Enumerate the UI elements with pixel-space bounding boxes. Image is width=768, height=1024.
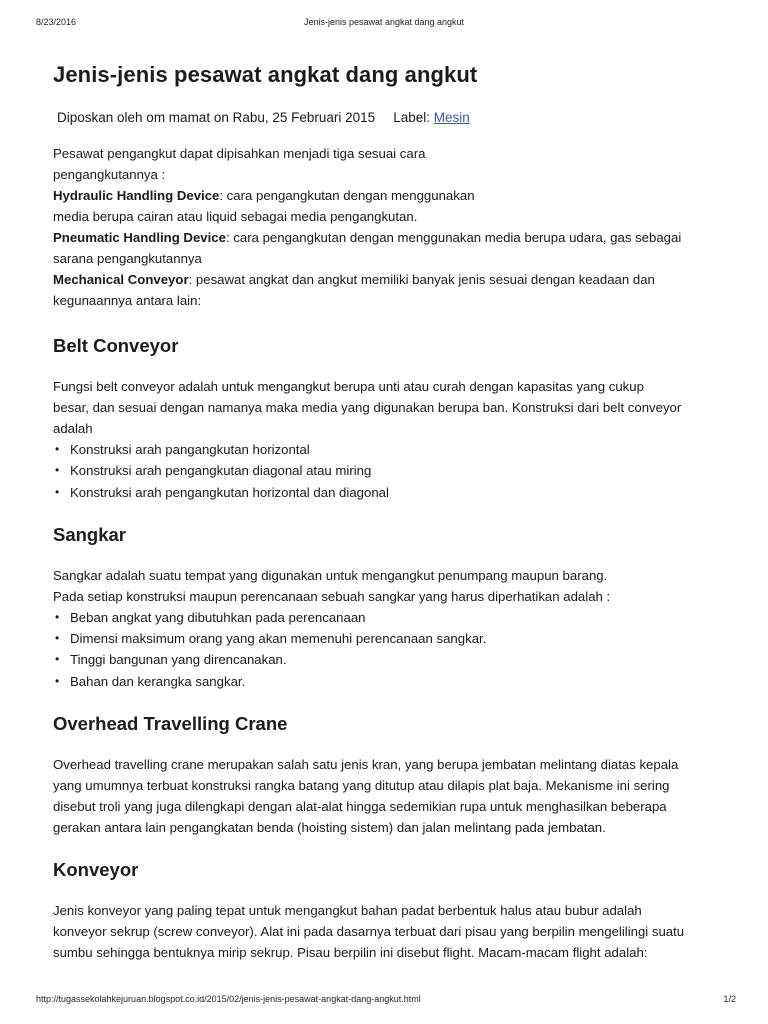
- bullet-icon: •: [55, 631, 60, 646]
- crane-paragraph: [53, 754, 730, 838]
- paragraph-line: Pada setiap konstruksi maupun perencanaan sebuah sangkar yang harus diperhatikan adalah :: [53, 588, 611, 604]
- post-content: [53, 58, 730, 963]
- list-item-text: Bahan dan kerangka sangkar.: [70, 673, 246, 689]
- bullet-icon: •: [55, 484, 60, 499]
- intro-paragraph: [53, 143, 730, 311]
- page-number: 1/2: [723, 994, 736, 1004]
- term-description: kegunaannya antara lain:: [53, 293, 202, 308]
- list-item: [53, 482, 730, 503]
- paragraph-line: Sangkar adalah suatu tempat yang digunakan untuk mengangkut penumpang maupun barang.: [53, 567, 608, 583]
- paragraph-line: adalah: [53, 421, 93, 436]
- post-byline: Diposkan oleh om mamat on Rabu, 25 Februari 2015: [57, 110, 376, 125]
- paragraph-line: sumbu sehingga bentuknya mirip sekrup. Pisau berpilin ini disebut flight. Macam-macam flight adalah:: [53, 945, 648, 961]
- heading-sangkar: Sangkar: [53, 523, 127, 545]
- intro-line: pengangkutannya :: [53, 167, 166, 182]
- paragraph-line: konveyor sekrup (screw conveyor). Alat ini pada dasarnya terbuat dari pisau yang berpilin mengelilingi suatu: [53, 924, 685, 940]
- post-meta: [57, 107, 730, 129]
- list-item-text: Beban angkat yang dibutuhkan pada perencanaan: [70, 609, 366, 625]
- print-header: [0, 17, 768, 29]
- term-description: media berupa cairan atau liquid sebagai media pengangkutan.: [53, 209, 418, 224]
- list-item: [53, 628, 730, 649]
- bullet-icon: •: [55, 673, 60, 688]
- paragraph-line: gerakan antara lain pengangkatan benda (hoisting sistem) dan jalan melintang pada jembatan.: [53, 820, 606, 836]
- list-item-text: Konstruksi arah pangangkutan horizontal: [70, 442, 310, 457]
- term-hydraulic: Hydraulic Handling Device: [53, 188, 220, 203]
- term-description: : cara pengangkutan dengan menggunakan: [219, 188, 475, 203]
- label-link-mesin[interactable]: Mesin: [433, 110, 470, 125]
- heading-konveyor: Konveyor: [53, 859, 139, 881]
- print-url: http://tugassekolahkejuruan.blogspot.co.id/2015/02/jenis-jenis-pesawat-angkat-dang-angkut.html: [36, 994, 421, 1004]
- post-title: Jenis-jenis pesawat angkat dang angkut: [53, 62, 478, 87]
- belt-conveyor-paragraph: [53, 376, 730, 439]
- term-mechanical: Mechanical Conveyor: [53, 272, 189, 287]
- heading-overhead-travelling-crane: Overhead Travelling Crane: [53, 713, 288, 735]
- term-description: sarana pengangkutannya: [53, 251, 202, 266]
- bullet-icon: •: [55, 609, 60, 624]
- term-pneumatic: Pneumatic Handling Device: [53, 230, 226, 245]
- list-item: [53, 460, 730, 481]
- print-date: 8/23/2016: [36, 17, 77, 27]
- list-item-text: Konstruksi arah pengangkutan horizontal dan diagonal: [70, 484, 389, 500]
- list-item-text: Dimensi maksimum orang yang akan memenuhi perencanaan sangkar.: [70, 631, 487, 647]
- list-item-text: Konstruksi arah pengangkutan diagonal atau miring: [70, 463, 372, 479]
- bullet-icon: •: [55, 463, 60, 478]
- sangkar-paragraph: [53, 565, 730, 607]
- paragraph-line: Jenis konveyor yang paling tepat untuk mengangkut bahan padat berbentuk halus atau bubur adalah: [53, 903, 642, 919]
- paragraph-line: Fungsi belt conveyor adalah untuk mengangkut berupa unti atau curah dengan kapasitas yang cukup: [53, 379, 644, 394]
- bullet-icon: •: [55, 652, 60, 667]
- sangkar-list: [53, 607, 730, 692]
- konveyor-paragraph: [53, 900, 730, 963]
- list-item: [53, 439, 730, 460]
- paragraph-line: yang umumnya terbuat konstruksi rangka batang yang ditutup atau dilapis plat baja. Mekanisme ini sering: [53, 778, 670, 794]
- paragraph-line: disebut troli yang juga dilengkapi dengan alat-alat hingga sedemikian rupa untuk menghasilkan beberapa: [53, 799, 667, 815]
- paragraph-line: Overhead travelling crane merupakan salah satu jenis kran, yang berupa jembatan melintang diatas kepala: [53, 757, 679, 773]
- list-item: [53, 649, 730, 670]
- list-item-text: Tinggi bangunan yang direncanakan.: [70, 652, 287, 668]
- heading-belt-conveyor: Belt Conveyor: [53, 335, 179, 356]
- bullet-icon: •: [55, 442, 60, 456]
- label-prefix: Label:: [393, 110, 430, 125]
- intro-line: Pesawat pengangkut dapat dipisahkan menjadi tiga sesuai cara: [53, 146, 426, 161]
- belt-conveyor-list: [53, 439, 730, 503]
- paragraph-line: besar, dan sesuai dengan namanya maka media yang digunakan berupa ban. Konstruksi dari belt conveyor: [53, 400, 682, 415]
- term-description: : pesawat angkat dan angkut memiliki banyak jenis sesuai dengan keadaan dan: [188, 272, 655, 287]
- list-item: [53, 671, 730, 692]
- print-footer: [0, 994, 768, 1006]
- list-item: [53, 607, 730, 628]
- term-description: : cara pengangkutan dengan menggunakan media berupa udara, gas sebagai: [225, 230, 682, 245]
- print-page-title: Jenis-jenis pesawat angkat dang angkut: [303, 17, 465, 27]
